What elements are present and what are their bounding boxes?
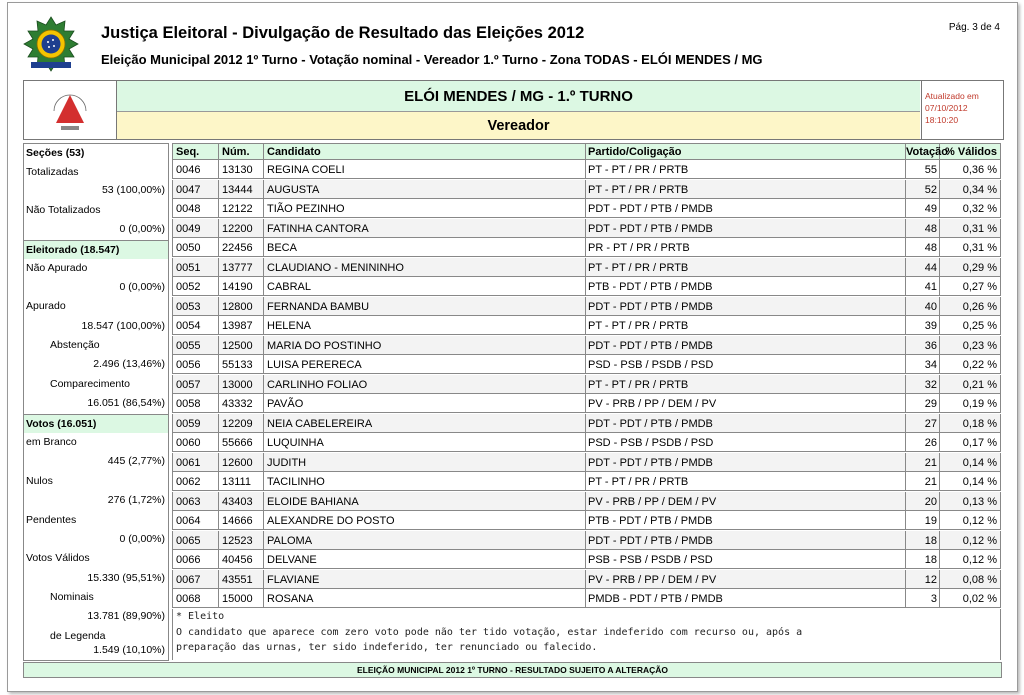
cell-vot: 34: [906, 355, 940, 373]
table-row: [172, 199, 1001, 218]
cell-pct: 0,14 %: [962, 456, 997, 469]
nominais-value: 13.781 (89,90%): [87, 610, 165, 622]
em-branco-label: em Branco: [26, 436, 77, 448]
cell-pct: 0,22 %: [962, 359, 997, 371]
cell-num: 14190: [219, 277, 264, 295]
header-partido: Partido/Coligação: [586, 144, 906, 159]
cell-seq: 0062: [173, 472, 219, 490]
cell-pct: 0,12 %: [962, 554, 997, 566]
table-row: [172, 433, 1001, 452]
cell-vot: 18: [906, 550, 940, 568]
cell-vot: 21: [906, 453, 940, 471]
cell-pct: 0,29 %: [962, 261, 997, 274]
cell-num: 43332: [219, 394, 264, 412]
cell-cand: TACILINHO: [264, 472, 586, 490]
cell-part: PDT - PDT / PTB / PMDB: [586, 297, 906, 315]
cell-part: PV - PRB / PP / DEM / PV: [586, 492, 906, 510]
update-label: Atualizado em: [925, 91, 979, 101]
table-row: [172, 180, 1001, 199]
cell-vot: 44: [906, 258, 940, 276]
cell-pct: 0,32 %: [962, 203, 997, 215]
update-date: 07/10/2012: [925, 103, 968, 113]
table-row: [172, 160, 1001, 179]
cell-seq: 0049: [173, 219, 219, 237]
cell-part: PR - PT / PR / PRTB: [586, 238, 906, 256]
cell-part: PDT - PDT / PTB / PMDB: [586, 453, 906, 471]
cell-cand: MARIA DO POSTINHO: [264, 336, 586, 354]
cell-seq: 0065: [173, 531, 219, 549]
cell-vot: 21: [906, 472, 940, 490]
cell-seq: 0051: [173, 258, 219, 276]
cell-part: PSD - PSB / PSDB / PSD: [586, 355, 906, 373]
comparecimento-value: 16.051 (86,54%): [87, 397, 165, 409]
cell-part: PV - PRB / PP / DEM / PV: [586, 570, 906, 588]
table-row: [172, 394, 1001, 413]
cell-cand: CARLINHO FOLIAO: [264, 375, 586, 393]
cell-cand: ROSANA: [264, 589, 586, 607]
cell-num: 13000: [219, 375, 264, 393]
cell-seq: 0054: [173, 316, 219, 334]
cell-seq: 0059: [173, 414, 219, 432]
cell-cand: CLAUDIANO - MENININHO: [264, 258, 586, 276]
cell-cand: AUGUSTA: [264, 180, 586, 198]
nao-apurado-value: 0 (0,00%): [119, 281, 165, 293]
header-votacao: Votação: [906, 146, 948, 158]
note-line2: preparação das urnas, ter sido indeferido, ter renunciado ou falecido.: [176, 642, 598, 653]
cell-num: 15000: [219, 589, 264, 607]
cell-cand: LUISA PERERECA: [264, 355, 586, 373]
cell-vot: 26: [906, 433, 940, 451]
apurado-label: Apurado: [26, 300, 66, 312]
cell-vot: 20: [906, 492, 940, 510]
cell-num: 13987: [219, 316, 264, 334]
cell-seq: 0063: [173, 492, 219, 510]
legenda-label: de Legenda: [50, 630, 106, 642]
header-candidato: Candidato: [264, 144, 586, 159]
cell-seq: 0048: [173, 199, 219, 217]
cell-seq: 0057: [173, 375, 219, 393]
cell-cand: ALEXANDRE DO POSTO: [264, 511, 586, 529]
cell-part: PT - PT / PR / PRTB: [586, 375, 906, 393]
cell-seq: 0055: [173, 336, 219, 354]
cell-pct: 0,17 %: [962, 437, 997, 449]
result-banner: [23, 80, 1004, 140]
votos-header: Votos (16.051): [24, 414, 168, 433]
cell-vot: 36: [906, 336, 940, 354]
cell-pct: 0,18 %: [962, 417, 997, 430]
cell-seq: 0067: [173, 570, 219, 588]
cell-num: 22456: [219, 238, 264, 256]
cell-cand: NEIA CABELEREIRA: [264, 414, 586, 432]
cell-cand: LUQUINHA: [264, 433, 586, 451]
pendentes-label: Pendentes: [26, 514, 77, 526]
minas-gerais-triangle-icon: [24, 81, 116, 139]
table-row: [172, 570, 1001, 589]
cell-vot: 48: [906, 219, 940, 237]
cell-num: 43403: [219, 492, 264, 510]
secoes-header: Seções (53): [24, 144, 168, 163]
cell-part: PDT - PDT / PTB / PMDB: [586, 199, 906, 217]
cell-pct: 0,21 %: [962, 378, 997, 391]
cell-part: PT - PT / PR / PRTB: [586, 160, 906, 178]
comparecimento-label: Comparecimento: [50, 378, 130, 390]
cell-pct: 0,08 %: [962, 573, 997, 586]
cell-num: 14666: [219, 511, 264, 529]
header-num: Núm.: [219, 144, 264, 159]
validos-label: Votos Válidos: [26, 552, 90, 564]
nao-apurado-label: Não Apurado: [26, 262, 88, 274]
brazil-coat-of-arms-icon: [22, 16, 80, 72]
nao-totalizados-label: Não Totalizados: [26, 204, 101, 216]
cell-seq: 0046: [173, 160, 219, 178]
cell-vot: 55: [906, 160, 940, 178]
cell-pct: 0,31 %: [962, 242, 997, 254]
cell-part: PDT - PDT / PTB / PMDB: [586, 531, 906, 549]
cell-pct: 0,23 %: [962, 339, 997, 352]
cell-num: 13777: [219, 258, 264, 276]
cell-pct: 0,27 %: [962, 281, 997, 293]
apurado-value: 18.547 (100,00%): [81, 320, 165, 332]
cell-num: 12122: [219, 199, 264, 217]
table-row: [172, 375, 1001, 394]
table-row: [172, 316, 1001, 335]
cell-num: 13130: [219, 160, 264, 178]
notes: [172, 609, 1001, 660]
cell-cand: PALOMA: [264, 531, 586, 549]
table-header: [172, 143, 1001, 160]
mg-flag-logo: [24, 81, 117, 139]
cell-cand: FATINHA CANTORA: [264, 219, 586, 237]
cell-cand: CABRAL: [264, 277, 586, 295]
table-row: [172, 219, 1001, 238]
nominais-label: Nominais: [50, 591, 94, 603]
cell-part: PSD - PSB / PSDB / PSD: [586, 433, 906, 451]
table-row: [172, 336, 1001, 355]
cell-num: 13444: [219, 180, 264, 198]
cell-pct: 0,36 %: [962, 164, 997, 176]
cell-vot: 40: [906, 297, 940, 315]
cell-part: PTB - PDT / PTB / PMDB: [586, 511, 906, 529]
nao-totalizados-value: 0 (0,00%): [119, 223, 165, 235]
cell-num: 40456: [219, 550, 264, 568]
cell-seq: 0053: [173, 297, 219, 315]
table-row: [172, 277, 1001, 296]
cell-pct: 0,34 %: [962, 183, 997, 196]
nulos-value: 276 (1,72%): [107, 494, 165, 506]
cell-num: 12523: [219, 531, 264, 549]
cell-vot: 12: [906, 570, 940, 588]
cell-vot: 32: [906, 375, 940, 393]
cell-vot: 27: [906, 414, 940, 432]
cell-num: 12600: [219, 453, 264, 471]
cell-seq: 0052: [173, 277, 219, 295]
cell-num: 12200: [219, 219, 264, 237]
cell-vot: 48: [906, 238, 940, 256]
cell-part: PT - PT / PR / PRTB: [586, 472, 906, 490]
cell-cand: FLAVIANE: [264, 570, 586, 588]
eleitorado-header: Eleitorado (18.547): [24, 240, 168, 259]
cell-part: PV - PRB / PP / DEM / PV: [586, 394, 906, 412]
cell-seq: 0050: [173, 238, 219, 256]
header-seq: Seq.: [173, 144, 219, 159]
cell-num: 12500: [219, 336, 264, 354]
report-title: Justiça Eleitoral - Divulgação de Resultado das Eleições 2012: [101, 24, 585, 42]
cell-part: PT - PT / PR / PRTB: [586, 258, 906, 276]
cell-seq: 0066: [173, 550, 219, 568]
table-row: [172, 297, 1001, 316]
cell-vot: 19: [906, 511, 940, 529]
cell-part: PMDB - PDT / PTB / PMDB: [586, 589, 906, 607]
cell-pct: 0,02 %: [962, 593, 997, 605]
cell-cand: ELOIDE BAHIANA: [264, 492, 586, 510]
summary-panel: [23, 143, 169, 661]
cell-cand: REGINA COELI: [264, 160, 586, 178]
cell-part: PT - PT / PR / PRTB: [586, 180, 906, 198]
cell-seq: 0058: [173, 394, 219, 412]
table-row: [172, 355, 1001, 374]
table-row: [172, 238, 1001, 257]
cell-pct: 0,12 %: [962, 534, 997, 547]
page-number: Pág. 3 de 4: [948, 22, 1000, 33]
cell-part: PTB - PDT / PTB / PMDB: [586, 277, 906, 295]
validos-value: 15.330 (95,51%): [87, 572, 165, 584]
cell-pct: 0,25 %: [962, 320, 997, 332]
table-row: [172, 531, 1001, 550]
pendentes-value: 0 (0,00%): [119, 533, 165, 545]
cell-num: 13111: [219, 472, 264, 490]
nulos-label: Nulos: [26, 475, 53, 487]
abstencao-label: Abstenção: [50, 339, 100, 351]
table-row: [172, 472, 1001, 491]
footer-disclaimer: ELEIÇÃO MUNICIPAL 2012 1º TURNO - RESULTADO SUJEITO A ALTERAÇÃO: [23, 662, 1002, 678]
abstencao-value: 2.496 (13,46%): [93, 358, 165, 370]
cell-part: PSB - PSB / PSDB / PSD: [586, 550, 906, 568]
header-pct: % Válidos: [945, 146, 997, 158]
cell-part: PDT - PDT / PTB / PMDB: [586, 336, 906, 354]
update-info: [921, 81, 1003, 139]
cell-seq: 0061: [173, 453, 219, 471]
table-row: [172, 453, 1001, 472]
cell-seq: 0060: [173, 433, 219, 451]
city-title: ELÓI MENDES / MG - 1.º TURNO: [117, 81, 920, 112]
table-row: [172, 589, 1001, 608]
cell-vot: 41: [906, 277, 940, 295]
cell-seq: 0068: [173, 589, 219, 607]
cell-num: 43551: [219, 570, 264, 588]
cell-cand: HELENA: [264, 316, 586, 334]
cell-pct: 0,12 %: [962, 515, 997, 527]
cell-num: 55666: [219, 433, 264, 451]
cell-cand: DELVANE: [264, 550, 586, 568]
cell-part: PDT - PDT / PTB / PMDB: [586, 414, 906, 432]
cell-pct: 0,31 %: [962, 222, 997, 235]
cell-cand: PAVÃO: [264, 394, 586, 412]
table-row: [172, 258, 1001, 277]
cell-num: 12209: [219, 414, 264, 432]
cell-cand: TIÃO PEZINHO: [264, 199, 586, 217]
update-time: 18:10:20: [925, 115, 959, 125]
em-branco-value: 445 (2,77%): [107, 455, 165, 467]
office-title: Vereador: [117, 112, 920, 139]
cell-seq: 0056: [173, 355, 219, 373]
cell-vot: 29: [906, 394, 940, 412]
report-subtitle: Eleição Municipal 2012 1º Turno - Votação nominal - Vereador 1.º Turno - Zona TODAS - ELÓI MENDES / MG: [101, 52, 763, 67]
cell-cand: JUDITH: [264, 453, 586, 471]
cell-vot: 39: [906, 316, 940, 334]
cell-vot: 18: [906, 531, 940, 549]
cell-cand: FERNANDA BAMBU: [264, 297, 586, 315]
cell-vot: 49: [906, 199, 940, 217]
cell-seq: 0047: [173, 180, 219, 198]
cell-pct: 0,19 %: [962, 398, 997, 410]
cell-part: PT - PT / PR / PRTB: [586, 316, 906, 334]
table-row: [172, 492, 1001, 511]
cell-pct: 0,26 %: [962, 300, 997, 313]
table-row: [172, 511, 1001, 530]
cell-vot: 3: [906, 589, 940, 607]
totalizadas-label: Totalizadas: [26, 166, 79, 178]
cell-vot: 52: [906, 180, 940, 198]
cell-seq: 0064: [173, 511, 219, 529]
cell-part: PDT - PDT / PTB / PMDB: [586, 219, 906, 237]
cell-cand: BECA: [264, 238, 586, 256]
cell-pct: 0,14 %: [962, 476, 997, 488]
table-row: [172, 550, 1001, 569]
totalizadas-value: 53 (100,00%): [101, 184, 165, 196]
note-eleito: * Eleito: [176, 611, 225, 622]
cell-pct: 0,13 %: [962, 495, 997, 508]
cell-num: 55133: [219, 355, 264, 373]
table-row: [172, 414, 1001, 433]
legenda-value: 1.549 (10,10%): [93, 644, 165, 656]
note-line1: O candidato que aparece com zero voto pode não ter tido votação, estar indeferido com recurso ou, após a: [176, 627, 803, 638]
cell-num: 12800: [219, 297, 264, 315]
